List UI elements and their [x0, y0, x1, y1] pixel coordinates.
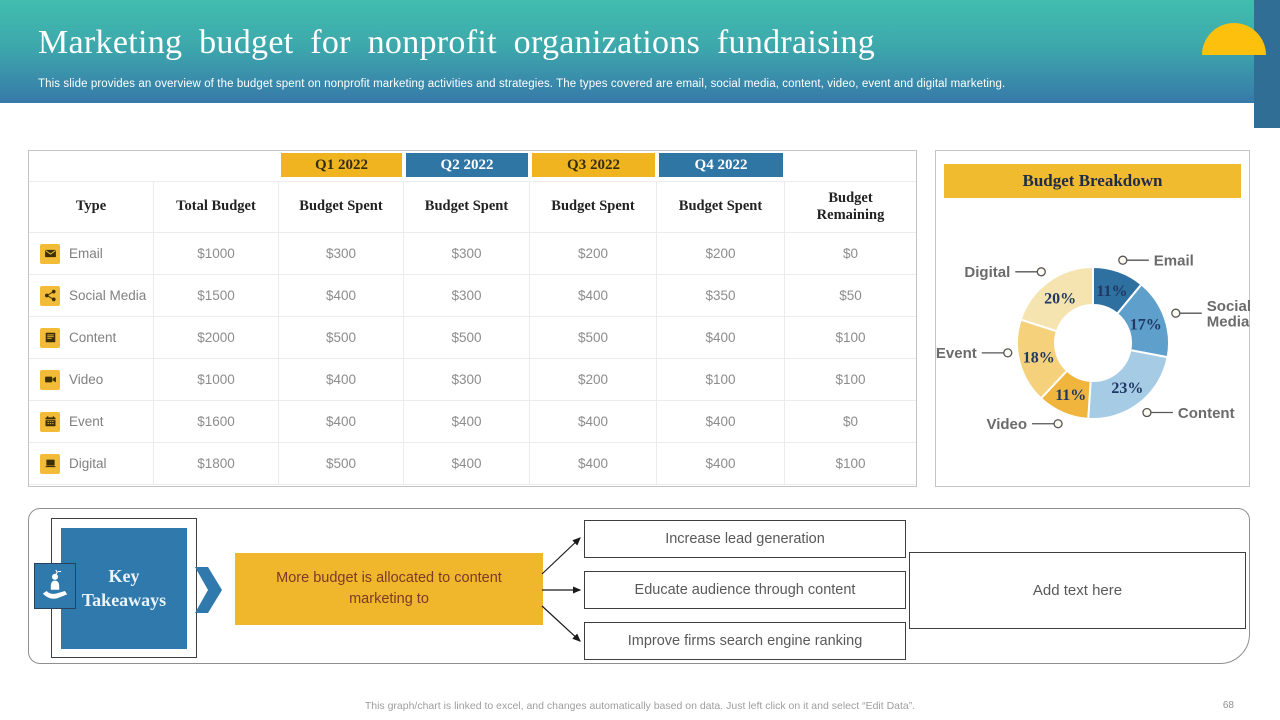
email-icon — [40, 244, 60, 264]
table-cell: $500 — [279, 317, 404, 359]
type-label: Email — [69, 246, 103, 261]
leader-marker-event — [1004, 349, 1012, 357]
column-header-3: Budget Spent — [404, 182, 530, 233]
video-icon — [40, 370, 60, 390]
column-header-2: Budget Spent — [279, 182, 404, 233]
table-cell: $200 — [530, 359, 657, 401]
category-label-email: Email — [1153, 252, 1194, 270]
table-row-type — [29, 401, 154, 443]
quarter-header-1: Q1 2022 — [281, 153, 402, 177]
table-cell: $400 — [530, 443, 657, 485]
table-cell: $100 — [785, 359, 916, 401]
chart-title: Budget Breakdown — [1022, 171, 1163, 190]
table-cell: $300 — [404, 275, 530, 317]
type-label: Video — [69, 372, 104, 387]
column-header-6: Budget Remaining — [785, 182, 916, 233]
percent-label-email: 11% — [1096, 282, 1128, 300]
takeaway-point-1: Increase lead generation — [584, 520, 906, 558]
table-row-type — [29, 233, 154, 275]
quarter-header-3: Q3 2022 — [532, 153, 655, 177]
takeaway-point-3: Improve firms search engine ranking — [584, 622, 906, 660]
column-header-4: Budget Spent — [530, 182, 657, 233]
table-cell: $400 — [279, 275, 404, 317]
table-cell: $500 — [530, 317, 657, 359]
table-cell: $350 — [657, 275, 785, 317]
percent-label-content: 23% — [1111, 379, 1144, 397]
column-header-0: Type — [29, 182, 154, 233]
table-cell: $100 — [657, 359, 785, 401]
percent-label-digital: 20% — [1044, 290, 1077, 308]
column-header-1: Total Budget — [154, 182, 279, 233]
event-icon — [40, 412, 60, 432]
percent-label-video: 11% — [1055, 386, 1087, 404]
budget-table — [29, 151, 916, 485]
table-row-type — [29, 359, 154, 401]
budget-breakdown-donut-chart[interactable] — [936, 151, 1251, 488]
table-cell: $400 — [657, 443, 785, 485]
table-cell: $1000 — [154, 233, 279, 275]
table-cell: $50 — [785, 275, 916, 317]
type-label: Content — [69, 330, 117, 345]
key-takeaways-panel — [28, 508, 1250, 664]
table-cell: $0 — [785, 401, 916, 443]
footer-note: This graph/chart is linked to excel, and changes automatically based on data. Just left click on it and select “Edit Data”. — [364, 700, 916, 712]
table-corner-spacer — [154, 151, 279, 182]
table-cell: $400 — [530, 401, 657, 443]
table-row-type — [29, 275, 154, 317]
leader-marker-digital — [1037, 268, 1045, 276]
category-label-event: Event — [935, 345, 977, 363]
table-cell: $400 — [530, 275, 657, 317]
budget-table-panel — [28, 150, 917, 487]
corner-bar-decoration — [1254, 0, 1280, 128]
leader-marker-content — [1143, 409, 1151, 417]
quarter-header-cell — [530, 151, 657, 182]
table-cell: $300 — [404, 359, 530, 401]
table-cell: $1800 — [154, 443, 279, 485]
connector-arrows — [541, 529, 587, 659]
social-media-icon — [40, 286, 60, 306]
table-corner-spacer — [785, 151, 916, 182]
percent-label-event: 18% — [1022, 349, 1055, 367]
table-cell: $400 — [279, 359, 404, 401]
table-cell: $500 — [279, 443, 404, 485]
table-cell: $400 — [657, 401, 785, 443]
category-label-content: Content — [1177, 404, 1235, 422]
takeaway-statement: More budget is allocated to content marketing to — [235, 553, 543, 625]
table-row-type — [29, 317, 154, 359]
category-label-video: Video — [986, 416, 1028, 434]
table-cell: $500 — [404, 317, 530, 359]
chevron-right-icon — [195, 567, 223, 613]
leader-marker-social-media — [1172, 309, 1180, 317]
add-text-placeholder-box[interactable]: Add text here — [909, 552, 1246, 629]
category-label-digital: Digital — [964, 264, 1011, 282]
digital-icon — [40, 454, 60, 474]
table-cell: $400 — [279, 401, 404, 443]
slide-header — [0, 0, 1280, 103]
table-cell: $100 — [785, 317, 916, 359]
page-subtitle: This slide provides an overview of the budget spent on nonprofit marketing activities and strategies. The types covered are email, social media, content, video, event and digital marketing. — [38, 78, 1006, 90]
table-cell: $100 — [785, 443, 916, 485]
table-cell: $0 — [785, 233, 916, 275]
quarter-header-2: Q2 2022 — [406, 153, 528, 177]
content-icon — [40, 328, 60, 348]
category-label-social-media: Social Media — [1206, 297, 1251, 331]
percent-label-social-media: 17% — [1129, 316, 1162, 334]
table-cell: $1500 — [154, 275, 279, 317]
leader-marker-email — [1119, 256, 1127, 264]
quarter-header-cell — [404, 151, 530, 182]
table-cell: $400 — [404, 443, 530, 485]
leader-marker-video — [1054, 420, 1062, 428]
table-cell: $1000 — [154, 359, 279, 401]
budget-breakdown-panel — [935, 150, 1250, 487]
table-cell: $400 — [404, 401, 530, 443]
type-label: Social Media — [69, 288, 147, 303]
key-takeaways-heading: Key Takeaways — [61, 528, 187, 649]
table-cell: $300 — [404, 233, 530, 275]
page-title: Marketing budget for nonprofit organizations fundraising — [38, 24, 876, 61]
quarter-header-cell — [657, 151, 785, 182]
column-header-5: Budget Spent — [657, 182, 785, 233]
table-cell: $300 — [279, 233, 404, 275]
table-corner-spacer — [29, 151, 154, 182]
type-label: Event — [69, 414, 104, 429]
table-row-type — [29, 443, 154, 485]
table-cell: $1600 — [154, 401, 279, 443]
quarter-header-cell — [279, 151, 404, 182]
table-cell: $200 — [530, 233, 657, 275]
type-label: Digital — [69, 456, 107, 471]
table-cell: $400 — [657, 317, 785, 359]
quarter-header-4: Q4 2022 — [659, 153, 783, 177]
table-cell: $2000 — [154, 317, 279, 359]
page-number: 68 — [1222, 700, 1234, 711]
table-cell: $200 — [657, 233, 785, 275]
hand-person-icon — [34, 563, 76, 609]
takeaway-point-2: Educate audience through content — [584, 571, 906, 609]
